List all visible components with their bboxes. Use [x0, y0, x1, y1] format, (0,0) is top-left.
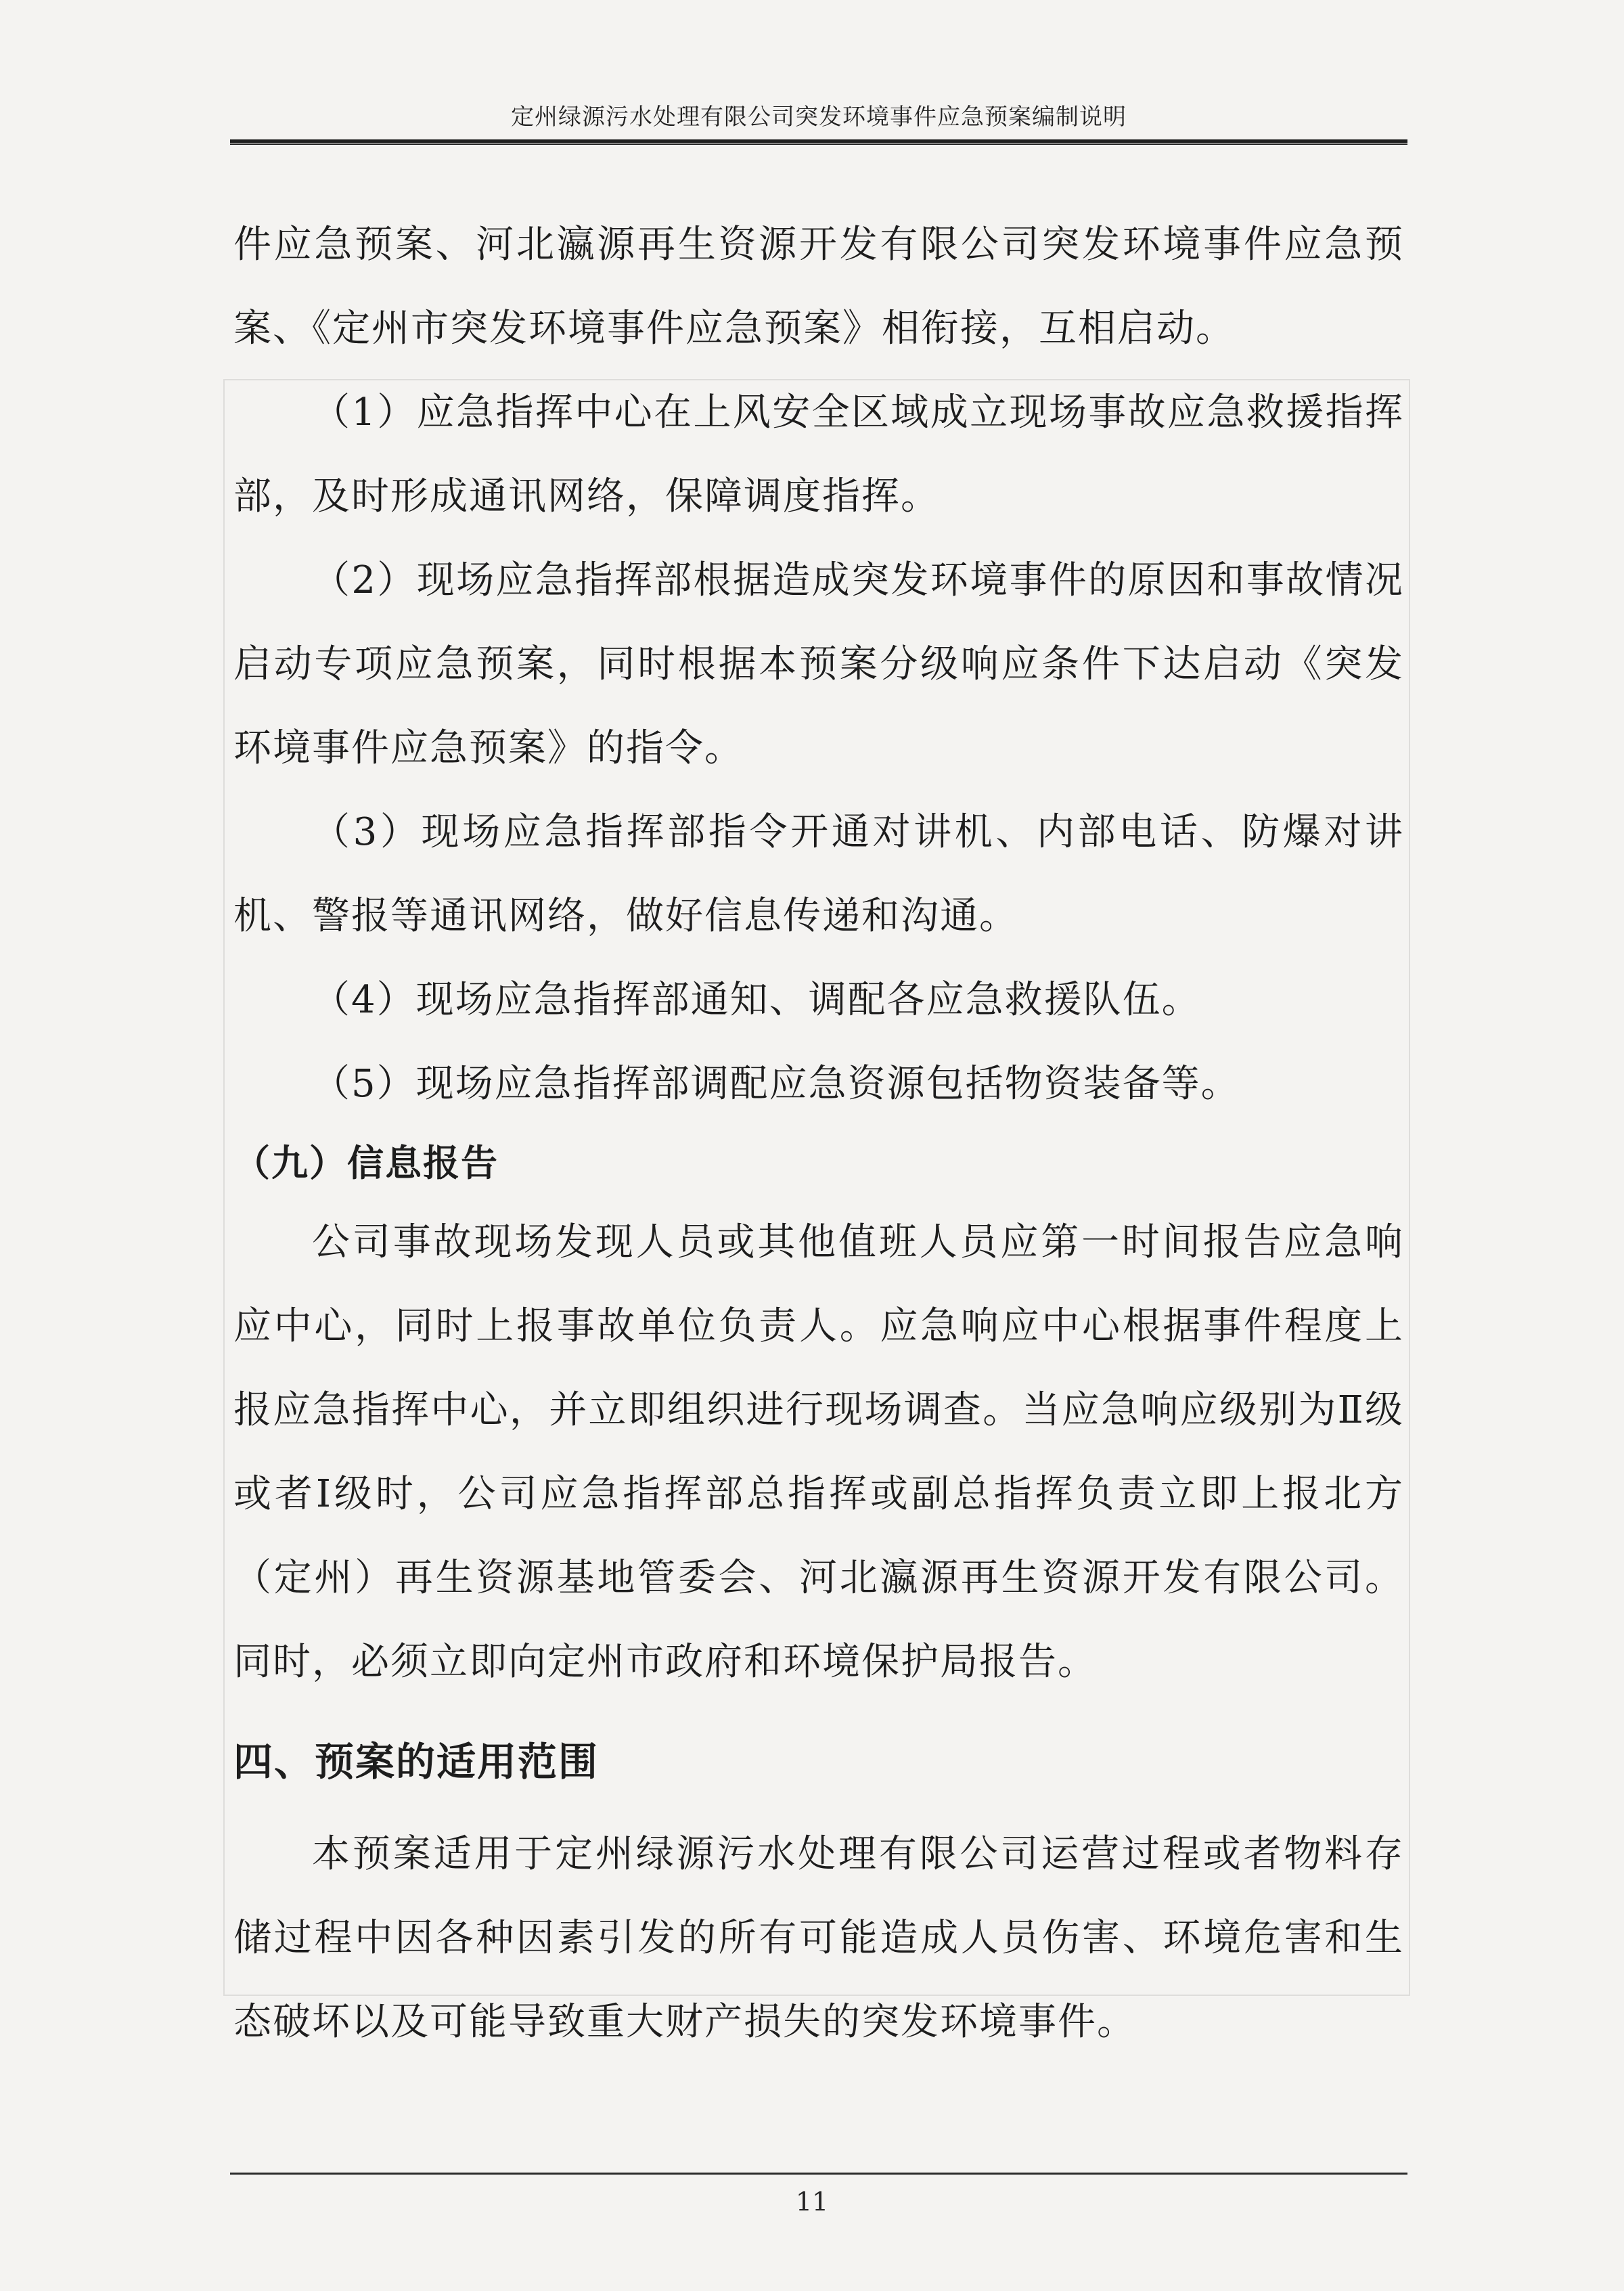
page-header: 定州绿源污水处理有限公司突发环境事件应急预案编制说明	[511, 104, 1127, 131]
section-heading-scope: 四、预案的适用范围	[233, 1739, 600, 1785]
report-paragraph: 公司事故现场发现人员或其他值班人员应第一时间报告应急响应中心，同时上报事故单位负责人。应急响应中心根据事件程度上报应急指挥中心，并立即组织进行现场调查。当应急响应级别为Ⅱ级或者Ⅰ级时，公司应急指挥部总指挥或副总指挥负责立即上报北方（定州）再生资源基地管委会、河北瀛源再生资源开发有限公司。同时，必须立即向定州市政府和环境保护局报告。	[233, 1220, 1404, 1684]
list-item-4: （4）现场应急指挥部通知、调配各应急救援队伍。	[312, 978, 1201, 1022]
page-number: 11	[795, 2187, 829, 2217]
section-heading-information-report: （九）信息报告	[233, 1142, 499, 1184]
list-item-2: （2）现场应急指挥部根据造成突发环境事件的原因和事故情况启动专项应急预案，同时根据本预案分级响应条件下达启动《突发环境事件应急预案》的指令。	[233, 558, 1404, 770]
header-rule	[230, 139, 1407, 145]
intro-paragraph: 件应急预案、河北瀛源再生资源开发有限公司突发环境事件应急预案、《定州市突发环境事件应急预案》相衔接，互相启动。	[233, 223, 1404, 351]
list-item-5: （5）现场应急指挥部调配应急资源包括物资装备等。	[312, 1062, 1240, 1106]
footer-rule	[230, 2173, 1407, 2175]
list-item-1: （1）应急指挥中心在上风安全区域成立现场事故应急救援指挥部，及时形成通讯网络，保障调度指挥。	[233, 391, 1404, 518]
document-body	[233, 203, 1404, 2064]
list-item-3: （3）现场应急指挥部指令开通对讲机、内部电话、防爆对讲机、警报等通讯网络，做好信息传递和沟通。	[233, 810, 1404, 938]
scope-paragraph: 本预案适用于定州绿源污水处理有限公司运营过程或者物料存储过程中因各种因素引发的所有可能造成人员伤害、环境危害和生态破坏以及可能导致重大财产损失的突发环境事件。	[233, 1832, 1404, 2044]
